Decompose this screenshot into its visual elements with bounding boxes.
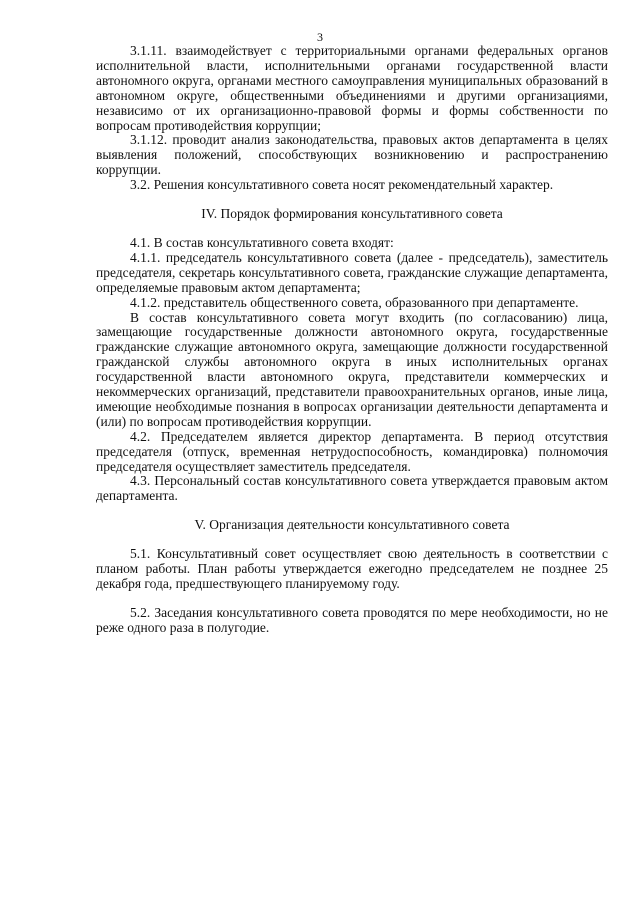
paragraph-5-1: 5.1. Консультативный совет осуществляет свою деятельность в соответствии с планом работы. План работы утверждается ежегодно председателем не позднее 25 декабря года, предшествующего планируемому году.	[96, 546, 608, 591]
document-body	[96, 44, 608, 636]
paragraph-4-2: 4.2. Председателем является директор департамента. В период отсутствия председателя (отпуск, временная нетрудоспособность, командировка) полномочия председателя осуществляет заместитель председателя.	[96, 428, 608, 474]
paragraph-4-1: 4.1. В состав консультативного совета входят:	[130, 234, 394, 250]
paragraph-council-members: В состав консультативного совета могут входить (по согласованию) лица, замещающие государственные должности автономного округа, государственные гражданские служащие автономного округа, замещающие должности государственной гражданской службы автономного округа в иных исполнительных органах государственной власти автономного округа, представители коммерческих и некоммерческих организаций, представители правоохранительных органов, иные лица, имеющие необходимые познания в вопросах организации деятельности департамента и (или) по вопросам противодействия коррупции.	[96, 309, 608, 429]
paragraph-4-1-1: 4.1.1. председатель консультативного совета (далее - председатель), заместитель председателя, секретарь консультативного совета, гражданские служащие департамента, определяемые правовым актом департамента;	[96, 249, 608, 295]
section-5-heading: V. Организация деятельности консультативного совета	[194, 517, 510, 533]
page-number: 3	[317, 30, 323, 44]
paragraph-4-1-2: 4.1.2. представитель общественного совета, образованного при департаменте.	[130, 294, 579, 310]
paragraph-3-2: 3.2. Решения консультативного совета носят рекомендательный характер.	[130, 177, 554, 193]
section-4-heading: IV. Порядок формирования консультативного совета	[201, 206, 503, 222]
paragraph-5-2: 5.2. Заседания консультативного совета проводятся по мере необходимости, но не реже одного раза в полугодие.	[96, 604, 608, 635]
paragraph-3-1-11: 3.1.11. взаимодействует с территориальными органами федеральных органов исполнительной власти, исполнительными органами государственной власти автономного округа, органами местного самоуправления муниципальных образований в автономном округе, общественными объединениями и другими организациями, независимо от их организационно-правовой формы и формы собственности по вопросам противодействия коррупции;	[96, 43, 608, 133]
paragraph-3-1-12: 3.1.12. проводит анализ законодательства, правовых актов департамента в целях выявления положений, способствующих возникновению и распространению коррупции.	[96, 132, 608, 178]
paragraph-4-3: 4.3. Персональный состав консультативного совета утверждается правовым актом департамента.	[96, 473, 608, 504]
